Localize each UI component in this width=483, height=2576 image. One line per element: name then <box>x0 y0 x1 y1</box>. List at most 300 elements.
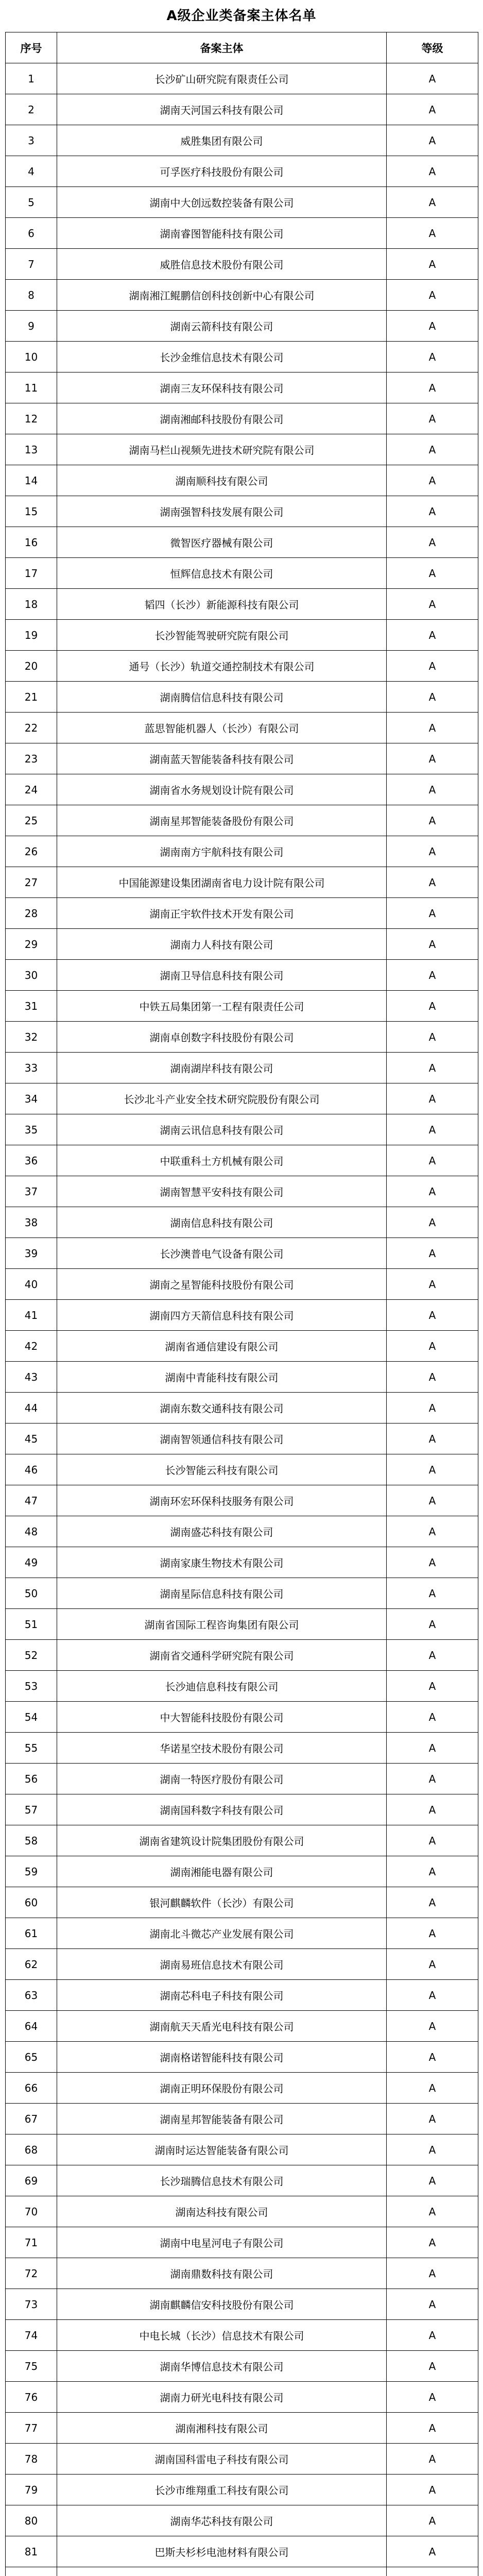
cell-grade: A <box>387 1114 478 1145</box>
cell-entity-name: 长沙智能驾驶研究院有限公司 <box>57 620 387 651</box>
cell-entity-name: 湖南星邦智能装备有限公司 <box>57 2104 387 2134</box>
cell-grade: A <box>387 1053 478 1083</box>
table-row <box>6 527 478 558</box>
cell-entity-name: 湖南南方宇航科技有限公司 <box>57 836 387 867</box>
cell-grade: A <box>387 187 478 218</box>
cell-number: 41 <box>6 1300 57 1331</box>
table-row <box>6 94 478 125</box>
table-row <box>6 2567 478 2576</box>
table-row <box>6 2042 478 2073</box>
cell-grade: A <box>387 1331 478 1362</box>
cell-grade: A <box>387 2258 478 2289</box>
cell-grade: A <box>387 1362 478 1393</box>
cell-number: 5 <box>6 187 57 218</box>
cell-grade: A <box>387 2042 478 2073</box>
cell-entity-name: 韬四（长沙）新能源科技有限公司 <box>57 589 387 620</box>
cell-number: 34 <box>6 1083 57 1114</box>
cell-number: 63 <box>6 1980 57 2011</box>
cell-number: 68 <box>6 2134 57 2165</box>
cell-number: 78 <box>6 2444 57 2475</box>
cell-grade: A <box>387 1980 478 2011</box>
cell-entity-name: 湖南正明环保股份有限公司 <box>57 2073 387 2104</box>
table-row <box>6 1362 478 1393</box>
entity-registry-table <box>5 32 478 2576</box>
table-row <box>6 1825 478 1856</box>
cell-entity-name: 长沙北斗产业安全技术研究院股份有限公司 <box>57 1083 387 1114</box>
cell-entity-name: 湖南星邦智能装备股份有限公司 <box>57 805 387 836</box>
cell-grade: A <box>387 527 478 558</box>
cell-number: 73 <box>6 2289 57 2320</box>
cell-grade: A <box>387 1794 478 1825</box>
cell-entity-name: 华诺星空技术股份有限公司 <box>57 1733 387 1764</box>
table-row <box>6 774 478 805</box>
cell-entity-name: 湖南易班信息技术有限公司 <box>57 1949 387 1980</box>
cell-entity-name: 湖南省通信建设有限公司 <box>57 1331 387 1362</box>
table-row <box>6 1764 478 1794</box>
table-row <box>6 1609 478 1640</box>
cell-grade: A <box>387 2073 478 2104</box>
cell-grade: A <box>387 2413 478 2444</box>
cell-grade: A <box>387 1423 478 1454</box>
table-row <box>6 1423 478 1454</box>
table-row <box>6 867 478 898</box>
cell-entity-name: 湖南芯科电子科技有限公司 <box>57 1980 387 2011</box>
cell-number: 18 <box>6 589 57 620</box>
table-row <box>6 2227 478 2258</box>
table-row <box>6 1671 478 1702</box>
cell-grade: A <box>387 1393 478 1423</box>
table-row <box>6 1794 478 1825</box>
cell-number: 45 <box>6 1423 57 1454</box>
cell-grade: A <box>387 156 478 187</box>
table-row <box>6 311 478 342</box>
cell-entity-name: 湖南格诺智能科技有限公司 <box>57 2042 387 2073</box>
table-row <box>6 898 478 929</box>
table-row <box>6 929 478 960</box>
cell-number: 64 <box>6 2011 57 2042</box>
cell-grade: A <box>387 929 478 960</box>
cell-grade: A <box>387 342 478 372</box>
cell-number: 71 <box>6 2227 57 2258</box>
table-row <box>6 2351 478 2382</box>
cell-entity-name: 湖南一特医疗股份有限公司 <box>57 1764 387 1794</box>
table-row <box>6 2289 478 2320</box>
cell-entity-name: 长沙瑞腾信息技术有限公司 <box>57 2165 387 2196</box>
table-row <box>6 465 478 496</box>
cell-entity-name: 湖南湖岸科技有限公司 <box>57 1053 387 1083</box>
cell-grade: A <box>387 1547 478 1578</box>
table-row <box>6 1856 478 1887</box>
cell-entity-name: 湖南中大创远数控装备有限公司 <box>57 187 387 218</box>
header-entity: 备案主体 <box>57 32 387 63</box>
cell-grade: A <box>387 2104 478 2134</box>
table-row <box>6 805 478 836</box>
cell-entity-name: 长沙澳普电气设备有限公司 <box>57 1238 387 1269</box>
cell-entity-name: 长沙市维翔重工科技有限公司 <box>57 2475 387 2505</box>
table-row <box>6 713 478 743</box>
cell-grade: A <box>387 2011 478 2042</box>
cell-entity-name: 湖南国科数字科技有限公司 <box>57 1794 387 1825</box>
cell-grade: A <box>387 1671 478 1702</box>
cell-number: 35 <box>6 1114 57 1145</box>
table-row <box>6 63 478 94</box>
table-row <box>6 2444 478 2475</box>
cell-entity-name: 湖南卓创数字科技股份有限公司 <box>57 1022 387 1053</box>
table-row <box>6 434 478 465</box>
cell-number: 13 <box>6 434 57 465</box>
table-body <box>6 63 478 2576</box>
cell-entity-name: 中铁五局集团第一工程有限责任公司 <box>57 991 387 1022</box>
cell-number: 36 <box>6 1145 57 1176</box>
table-row <box>6 342 478 372</box>
table-row <box>6 2536 478 2567</box>
table-row <box>6 2011 478 2042</box>
table-row <box>6 2196 478 2227</box>
table-row <box>6 1516 478 1547</box>
table-row <box>6 2505 478 2536</box>
cell-number: 33 <box>6 1053 57 1083</box>
cell-number: 37 <box>6 1176 57 1207</box>
table-row <box>6 496 478 527</box>
cell-entity-name: 湖南华芯科技有限公司 <box>57 2505 387 2536</box>
cell-entity-name: 湖南正宇软件技术开发有限公司 <box>57 898 387 929</box>
cell-entity-name: 湖南北斗微芯产业发展有限公司 <box>57 1918 387 1949</box>
cell-number: 19 <box>6 620 57 651</box>
table-row <box>6 1393 478 1423</box>
cell-grade: A <box>387 125 478 156</box>
cell-grade: A <box>387 249 478 280</box>
cell-grade: A <box>387 1269 478 1300</box>
cell-entity-name: 湖南省国际工程咨询集团有限公司 <box>57 1609 387 1640</box>
cell-entity-name: 长沙金维信息技术有限公司 <box>57 342 387 372</box>
cell-entity-name: 湖南省交通科学研究院有限公司 <box>57 1640 387 1671</box>
cell-grade: A <box>387 805 478 836</box>
cell-entity-name: 蓝思智能机器人（长沙）有限公司 <box>57 713 387 743</box>
cell-grade: A <box>387 1702 478 1733</box>
cell-entity-name: 中联重科土方机械有限公司 <box>57 1145 387 1176</box>
cell-entity-name: 湖南盛芯科技有限公司 <box>57 1516 387 1547</box>
table-row <box>6 589 478 620</box>
cell-entity-name: 可孚医疗科技股份有限公司 <box>57 156 387 187</box>
cell-number: 23 <box>6 743 57 774</box>
cell-grade: A <box>387 434 478 465</box>
cell-number: 77 <box>6 2413 57 2444</box>
cell-grade: A <box>387 898 478 929</box>
cell-number: 54 <box>6 1702 57 1733</box>
cell-entity-name: 恒辉信息技术有限公司 <box>57 558 387 589</box>
header-row <box>6 32 478 63</box>
cell-number: 25 <box>6 805 57 836</box>
table-row <box>6 249 478 280</box>
table-row <box>6 156 478 187</box>
cell-entity-name: 湖南四方天箭信息科技有限公司 <box>57 1300 387 1331</box>
cell-grade: A <box>387 2351 478 2382</box>
cell-entity-name: 湖南睿图智能科技有限公司 <box>57 218 387 249</box>
table-row <box>6 1485 478 1516</box>
cell-entity-name: 长沙迪信息科技有限公司 <box>57 1671 387 1702</box>
table-row <box>6 2165 478 2196</box>
cell-number: 46 <box>6 1454 57 1485</box>
cell-entity-name: 湖南力研光电科技有限公司 <box>57 2382 387 2413</box>
cell-number: 80 <box>6 2505 57 2536</box>
table-row <box>6 1733 478 1764</box>
cell-number: 66 <box>6 2073 57 2104</box>
cell-number: 7 <box>6 249 57 280</box>
table-row <box>6 125 478 156</box>
cell-number: 56 <box>6 1764 57 1794</box>
table-row <box>6 1207 478 1238</box>
cell-number: 30 <box>6 960 57 991</box>
cell-number: 3 <box>6 125 57 156</box>
cell-grade: A <box>387 1238 478 1269</box>
table-row <box>6 1887 478 1918</box>
cell-grade <box>387 2567 478 2576</box>
cell-number: 14 <box>6 465 57 496</box>
cell-grade: A <box>387 372 478 403</box>
cell-number: 75 <box>6 2351 57 2382</box>
cell-number: 79 <box>6 2475 57 2505</box>
cell-number: 55 <box>6 1733 57 1764</box>
cell-number <box>6 2567 57 2576</box>
cell-entity-name: 湖南之星智能科技股份有限公司 <box>57 1269 387 1300</box>
cell-number: 11 <box>6 372 57 403</box>
table-row <box>6 1640 478 1671</box>
cell-grade: A <box>387 774 478 805</box>
cell-number: 21 <box>6 682 57 713</box>
cell-grade: A <box>387 2536 478 2567</box>
table-row <box>6 1269 478 1300</box>
cell-number: 39 <box>6 1238 57 1269</box>
cell-entity-name: 中大智能科技股份有限公司 <box>57 1702 387 1733</box>
cell-grade: A <box>387 1454 478 1485</box>
cell-entity-name: 湖南力人科技有限公司 <box>57 929 387 960</box>
table-row <box>6 1145 478 1176</box>
cell-entity-name: 湖南鼎数科技有限公司 <box>57 2258 387 2289</box>
cell-entity-name: 中国能源建设集团湖南省电力设计院有限公司 <box>57 867 387 898</box>
table-row <box>6 2475 478 2505</box>
cell-grade: A <box>387 1949 478 1980</box>
table-row <box>6 1454 478 1485</box>
cell-number: 2 <box>6 94 57 125</box>
table-row <box>6 2073 478 2104</box>
cell-grade: A <box>387 991 478 1022</box>
cell-entity-name: 湖南智慧平安科技有限公司 <box>57 1176 387 1207</box>
cell-entity-name: 湖南中电星河电子有限公司 <box>57 2227 387 2258</box>
table-header <box>6 32 478 63</box>
table-row <box>6 1547 478 1578</box>
table-row <box>6 682 478 713</box>
cell-number: 1 <box>6 63 57 94</box>
table-row <box>6 651 478 682</box>
cell-grade: A <box>387 496 478 527</box>
cell-entity-name: 湖南湘科技有限公司 <box>57 2413 387 2444</box>
cell-grade: A <box>387 2444 478 2475</box>
cell-grade: A <box>387 1083 478 1114</box>
table-row <box>6 1980 478 2011</box>
cell-grade: A <box>387 1207 478 1238</box>
cell-entity-name: 湖南麒麟信安科技股份有限公司 <box>57 2289 387 2320</box>
table-row <box>6 2320 478 2351</box>
table-row <box>6 836 478 867</box>
cell-grade: A <box>387 2196 478 2227</box>
cell-entity-name <box>57 2567 387 2576</box>
cell-number: 10 <box>6 342 57 372</box>
table-row <box>6 2134 478 2165</box>
cell-number: 22 <box>6 713 57 743</box>
cell-entity-name: 湖南云讯信息科技有限公司 <box>57 1114 387 1145</box>
table-row <box>6 620 478 651</box>
cell-number: 47 <box>6 1485 57 1516</box>
cell-number: 43 <box>6 1362 57 1393</box>
table-row <box>6 2413 478 2444</box>
cell-grade: A <box>387 1856 478 1887</box>
cell-grade: A <box>387 403 478 434</box>
table-row <box>6 280 478 311</box>
cell-number: 65 <box>6 2042 57 2073</box>
cell-entity-name: 长沙矿山研究院有限责任公司 <box>57 63 387 94</box>
table-row <box>6 2258 478 2289</box>
table-row <box>6 1238 478 1269</box>
cell-entity-name: 威胜集团有限公司 <box>57 125 387 156</box>
cell-grade: A <box>387 280 478 311</box>
cell-entity-name: 湖南三友环保科技有限公司 <box>57 372 387 403</box>
cell-number: 17 <box>6 558 57 589</box>
cell-grade: A <box>387 218 478 249</box>
cell-grade: A <box>387 94 478 125</box>
cell-entity-name: 通号（长沙）轨道交通控制技术有限公司 <box>57 651 387 682</box>
cell-entity-name: 湖南家康生物技术有限公司 <box>57 1547 387 1578</box>
table-row <box>6 1083 478 1114</box>
table-row <box>6 218 478 249</box>
cell-entity-name: 长沙智能云科技有限公司 <box>57 1454 387 1485</box>
cell-number: 57 <box>6 1794 57 1825</box>
table-row <box>6 960 478 991</box>
cell-number: 59 <box>6 1856 57 1887</box>
table-row <box>6 403 478 434</box>
cell-number: 28 <box>6 898 57 929</box>
cell-number: 74 <box>6 2320 57 2351</box>
cell-entity-name: 湖南马栏山视频先进技术研究院有限公司 <box>57 434 387 465</box>
table-row <box>6 1176 478 1207</box>
table-row <box>6 1053 478 1083</box>
cell-grade: A <box>387 743 478 774</box>
cell-number: 4 <box>6 156 57 187</box>
cell-number: 67 <box>6 2104 57 2134</box>
cell-number: 49 <box>6 1547 57 1578</box>
cell-grade: A <box>387 1640 478 1671</box>
cell-number: 44 <box>6 1393 57 1423</box>
cell-number: 15 <box>6 496 57 527</box>
cell-entity-name: 湖南强智科技发展有限公司 <box>57 496 387 527</box>
cell-entity-name: 湖南顺科技有限公司 <box>57 465 387 496</box>
cell-number: 38 <box>6 1207 57 1238</box>
cell-number: 24 <box>6 774 57 805</box>
cell-grade: A <box>387 1578 478 1609</box>
cell-grade: A <box>387 1733 478 1764</box>
table-row <box>6 1114 478 1145</box>
cell-grade: A <box>387 1300 478 1331</box>
table-row <box>6 2382 478 2413</box>
cell-grade: A <box>387 1145 478 1176</box>
cell-grade: A <box>387 1609 478 1640</box>
cell-number: 42 <box>6 1331 57 1362</box>
cell-number: 8 <box>6 280 57 311</box>
cell-grade: A <box>387 2382 478 2413</box>
cell-entity-name: 湖南湘江鲲鹏信创科技创新中心有限公司 <box>57 280 387 311</box>
cell-entity-name: 湖南时运达智能装备有限公司 <box>57 2134 387 2165</box>
cell-number: 50 <box>6 1578 57 1609</box>
cell-number: 20 <box>6 651 57 682</box>
cell-entity-name: 威胜信息技术股份有限公司 <box>57 249 387 280</box>
table-row <box>6 1949 478 1980</box>
table-row <box>6 372 478 403</box>
table-row <box>6 2104 478 2134</box>
cell-grade: A <box>387 2475 478 2505</box>
cell-number: 70 <box>6 2196 57 2227</box>
cell-number: 58 <box>6 1825 57 1856</box>
cell-grade: A <box>387 311 478 342</box>
cell-number: 12 <box>6 403 57 434</box>
cell-grade: A <box>387 1516 478 1547</box>
cell-number: 32 <box>6 1022 57 1053</box>
cell-number: 61 <box>6 1918 57 1949</box>
cell-grade: A <box>387 2134 478 2165</box>
cell-grade: A <box>387 960 478 991</box>
cell-number: 27 <box>6 867 57 898</box>
header-number: 序号 <box>6 32 57 63</box>
cell-grade: A <box>387 465 478 496</box>
cell-entity-name: 银河麒麟软件（长沙）有限公司 <box>57 1887 387 1918</box>
cell-grade: A <box>387 1887 478 1918</box>
table-row <box>6 1918 478 1949</box>
cell-number: 48 <box>6 1516 57 1547</box>
cell-entity-name: 湖南蓝天智能装备科技有限公司 <box>57 743 387 774</box>
cell-grade: A <box>387 2289 478 2320</box>
cell-grade: A <box>387 63 478 94</box>
cell-grade: A <box>387 1022 478 1053</box>
cell-entity-name: 巴斯夫杉杉电池材料有限公司 <box>57 2536 387 2567</box>
cell-grade: A <box>387 651 478 682</box>
cell-number: 40 <box>6 1269 57 1300</box>
cell-entity-name: 湖南智领通信科技有限公司 <box>57 1423 387 1454</box>
table-row <box>6 1022 478 1053</box>
cell-entity-name: 湖南腾信信息科技有限公司 <box>57 682 387 713</box>
cell-number: 53 <box>6 1671 57 1702</box>
cell-entity-name: 湖南达科技有限公司 <box>57 2196 387 2227</box>
table-row <box>6 1578 478 1609</box>
table-row <box>6 1331 478 1362</box>
cell-number: 51 <box>6 1609 57 1640</box>
table-row <box>6 558 478 589</box>
cell-number: 60 <box>6 1887 57 1918</box>
cell-entity-name: 湖南省建筑设计院集团股份有限公司 <box>57 1825 387 1856</box>
cell-entity-name: 湖南省水务规划设计院有限公司 <box>57 774 387 805</box>
cell-number: 31 <box>6 991 57 1022</box>
cell-grade: A <box>387 2505 478 2536</box>
cell-grade: A <box>387 1825 478 1856</box>
cell-grade: A <box>387 713 478 743</box>
cell-entity-name: 湖南天河国云科技有限公司 <box>57 94 387 125</box>
table-row <box>6 1702 478 1733</box>
cell-entity-name: 湖南东数交通科技有限公司 <box>57 1393 387 1423</box>
table-row <box>6 991 478 1022</box>
cell-grade: A <box>387 1176 478 1207</box>
table-row <box>6 1300 478 1331</box>
cell-grade: A <box>387 1918 478 1949</box>
cell-grade: A <box>387 558 478 589</box>
cell-entity-name: 湖南云箭科技有限公司 <box>57 311 387 342</box>
cell-grade: A <box>387 867 478 898</box>
